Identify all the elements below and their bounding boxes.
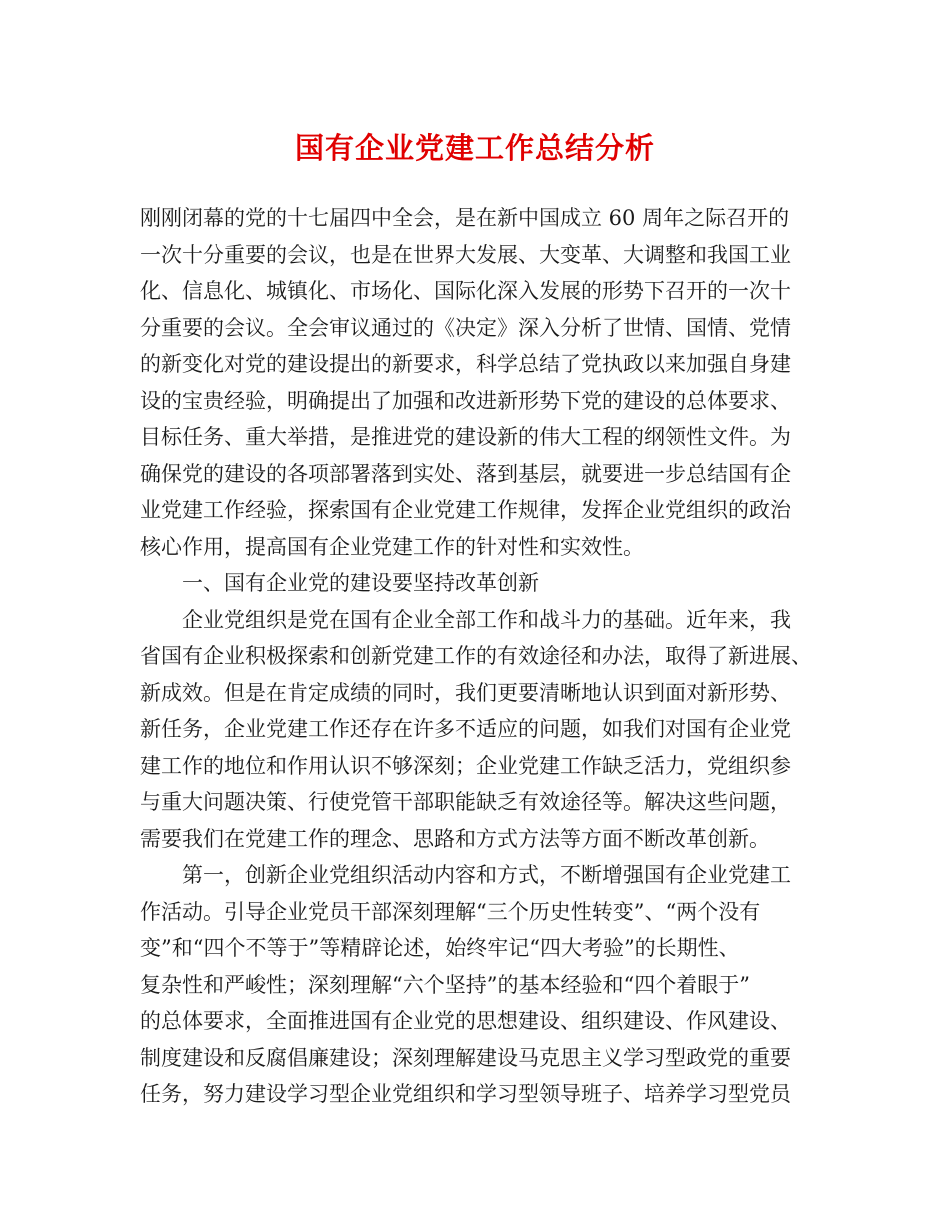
- text-line: 新成效。但是在肯定成绩的同时，我们更要清晰地认识到面对新形势、: [140, 680, 791, 705]
- text-line: 作活动。引导企业党员干部深刻理解“三个历史性转变”、“两个没有: [140, 899, 761, 924]
- text-line: 制度建设和反腐倡廉建设；深刻理解建设马克思主义学习型政党的重要: [140, 1045, 791, 1070]
- text-line: 化、信息化、城镇化、市场化、国际化深入发展的形势下召开的一次十: [140, 279, 791, 303]
- text-line: 第一，创新企业党组织活动内容和方式，不断增强国有企业党建工: [182, 863, 791, 887]
- text-line: 需要我们在党建工作的理念、思路和方式方法等方面不断改革创新。: [140, 826, 770, 851]
- document-body: [140, 200, 830, 1113]
- text-line: 分重要的会议。全会审议通过的《决定》深入分析了世情、国情、党情: [140, 315, 791, 340]
- text-line: 设的宝贵经验，明确提出了加强和改进新形势下党的建设的总体要求、: [140, 388, 791, 413]
- text-line: 任务，努力建设学习型企业党组织和学习型领导班子、培养学习型党员: [140, 1082, 791, 1106]
- section-heading: 一、国有企业党的建设要坚持改革创新: [182, 571, 539, 595]
- text-line: 一次十分重要的会议，也是在世界大发展、大变革、大调整和我国工业: [140, 242, 791, 267]
- text-line: 建工作的地位和作用认识不够深刻；企业党建工作缺乏活力，党组织参: [140, 753, 791, 778]
- text-line: 刚刚闭幕的党的十七届四中全会，是在新中国成立 60 周年之际召开的: [140, 206, 790, 230]
- text-line: 省国有企业积极探索和创新党建工作的有效途径和办法，取得了新进展、: [140, 644, 812, 668]
- text-line: 企业党组织是党在国有企业全部工作和战斗力的基础。近年来，我: [182, 607, 791, 632]
- text-line: 新任务，企业党建工作还存在许多不适应的问题，如我们对国有企业党: [140, 717, 791, 741]
- text-line: 变”和“四个不等于”等精辟论述，始终牢记“四大考验”的长期性、: [140, 936, 740, 960]
- text-line: 确保党的建设的各项部署落到实处、落到基层，就要进一步总结国有企: [140, 461, 791, 486]
- text-line: 的总体要求，全面推进国有企业党的思想建设、组织建设、作风建设、: [140, 1009, 791, 1033]
- text-line: 的新变化对党的建设提出的新要求，科学总结了党执政以来加强自身建: [140, 352, 791, 376]
- document-title: 国有企业党建工作总结分析: [294, 131, 655, 165]
- text-line: 复杂性和严峻性；深刻理解“六个坚持”的基本经验和“四个着眼于”: [140, 972, 750, 997]
- text-line: 业党建工作经验，探索国有企业党建工作规律，发挥企业党组织的政治: [140, 498, 791, 522]
- text-line: 核心作用，提高国有企业党建工作的针对性和实效性。: [140, 534, 644, 559]
- text-line: 与重大问题决策、行使党管干部职能缺乏有效途径等。解决这些问题，: [140, 790, 791, 814]
- text-line: 目标任务、重大举措，是推进党的建设新的伟大工程的纲领性文件。为: [140, 425, 791, 449]
